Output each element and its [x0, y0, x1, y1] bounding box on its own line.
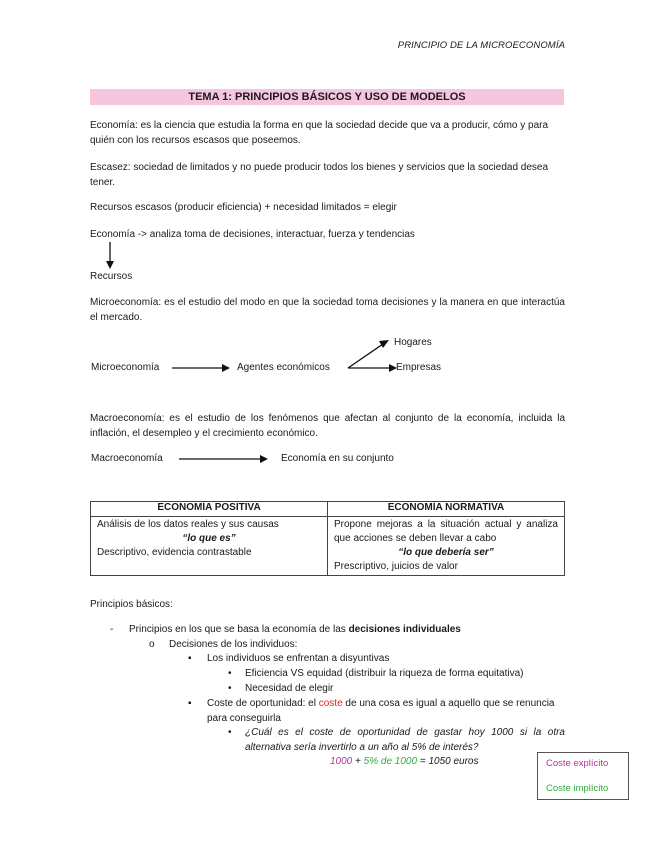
arrow-right-icon — [176, 453, 270, 465]
normativa-line1: Propone mejoras a la situación actual y analiza que acciones se deben llevar a cabo — [334, 519, 558, 544]
micro-diagram-top-branch: Hogares — [394, 337, 432, 348]
legend-implicit: Coste implícito — [546, 783, 609, 794]
cost-legend — [537, 752, 629, 800]
positiva-line1: Análisis de los datos reales y sus causas — [97, 519, 279, 530]
escasez-definition: Escasez: sociedad de limitados y no puede producir todos los bienes y servicios que la sociedad desea tener. — [90, 162, 549, 188]
microeconomia-definition: Microeconomía: es el estudio del modo en que la sociedad toma decisiones y la manera en que interactúa el mercado. — [90, 297, 565, 323]
branch-arrows-icon — [344, 338, 400, 374]
list-item — [207, 697, 565, 726]
positiva-quote: “lo que es” — [182, 533, 236, 544]
arrow-right-icon — [170, 362, 232, 374]
list-marker-dot: • — [228, 727, 232, 738]
economia-definition: Economía: es la ciencia que estudia la forma en que la sociedad decide que va a producir, cómo y para quién con los recursos escasos que poseemos. — [90, 120, 549, 146]
down-arrow-icon — [104, 242, 116, 270]
calc-result: = 1050 euros — [417, 756, 479, 767]
calc-plus: + — [352, 756, 364, 767]
macroeconomia-definition: Macroeconomía: es el estudio de los fenómenos que afectan al conjunto de la economía, incluida la inflación, el desempleo y el crecimiento económico. — [90, 413, 565, 439]
comparison-table — [90, 501, 565, 576]
table-cell-positiva — [91, 517, 328, 576]
coste-suffix: de una cosa es igual a aquello que se renuncia para conseguirla — [207, 698, 555, 724]
list-marker-square: ▪ — [188, 653, 192, 664]
recursos-formula: Recursos escasos (producir eficiencia) + necesidad limitados = elegir — [90, 202, 397, 213]
list-marker-dot: • — [228, 683, 232, 694]
opportunity-cost-question: ¿Cuál es el coste de oportunidad de gastar hoy 1000 si la otra alternativa sería invertirlo a un año al 5% de interés? — [245, 727, 565, 753]
list-item: Los individuos se enfrentan a disyuntivas — [207, 653, 390, 664]
economia-analiza: Economía -> analiza toma de decisiones, interactuar, fuerza y tendencias — [90, 229, 415, 240]
calc-implicit: 5% de 1000 — [363, 756, 418, 767]
micro-diagram-bottom-branch: Empresas — [396, 362, 442, 373]
positiva-line2: Descriptivo, evidencia contrastable — [97, 547, 252, 558]
normativa-line2: Prescriptivo, juicios de valor — [334, 561, 458, 572]
list-marker-dot: • — [228, 668, 232, 679]
list-item: Decisiones de los individuos: — [169, 639, 298, 650]
micro-diagram-source: Microeconomía — [91, 362, 160, 373]
list-item — [129, 623, 559, 638]
micro-diagram-middle: Agentes económicos — [237, 362, 330, 373]
macro-diagram-target: Economía en su conjunto — [281, 453, 394, 464]
list-item: Eficiencia VS equidad (distribuir la riqueza de forma equitativa) — [245, 668, 524, 679]
table-header-row — [91, 502, 565, 517]
legend-explicit: Coste explícito — [546, 758, 609, 769]
course-header: PRINCIPIO DE LA MICROECONOMÍA — [397, 40, 565, 51]
list-marker-circle: o — [149, 639, 155, 650]
coste-prefix: Coste de oportunidad: el — [207, 698, 319, 709]
table-cell-normativa — [328, 517, 565, 576]
page-title: TEMA 1: PRINCIPIOS BÁSICOS Y USO DE MODELOS — [90, 89, 564, 105]
principles-heading: Principios básicos: — [90, 599, 173, 610]
coste-word: coste — [318, 698, 343, 709]
principle-item-text: Principios en los que se basa la economía de las — [129, 624, 349, 635]
list-marker-dash: - — [110, 624, 114, 635]
calculation — [330, 755, 478, 770]
calc-explicit: 1000 — [330, 756, 353, 767]
macro-diagram-source: Macroeconomía — [91, 453, 163, 464]
list-item: Necesidad de elegir — [245, 683, 334, 694]
principle-item-bold: decisiones individuales — [348, 624, 461, 635]
normativa-quote: “lo que debería ser” — [398, 547, 494, 558]
list-marker-square: ▪ — [188, 698, 192, 709]
table-row — [91, 517, 565, 576]
recursos-label: Recursos — [90, 271, 133, 282]
table-header: ECONOMÍA NORMATIVA — [328, 502, 565, 517]
table-header: ECONOMÍA POSITIVA — [91, 502, 328, 517]
